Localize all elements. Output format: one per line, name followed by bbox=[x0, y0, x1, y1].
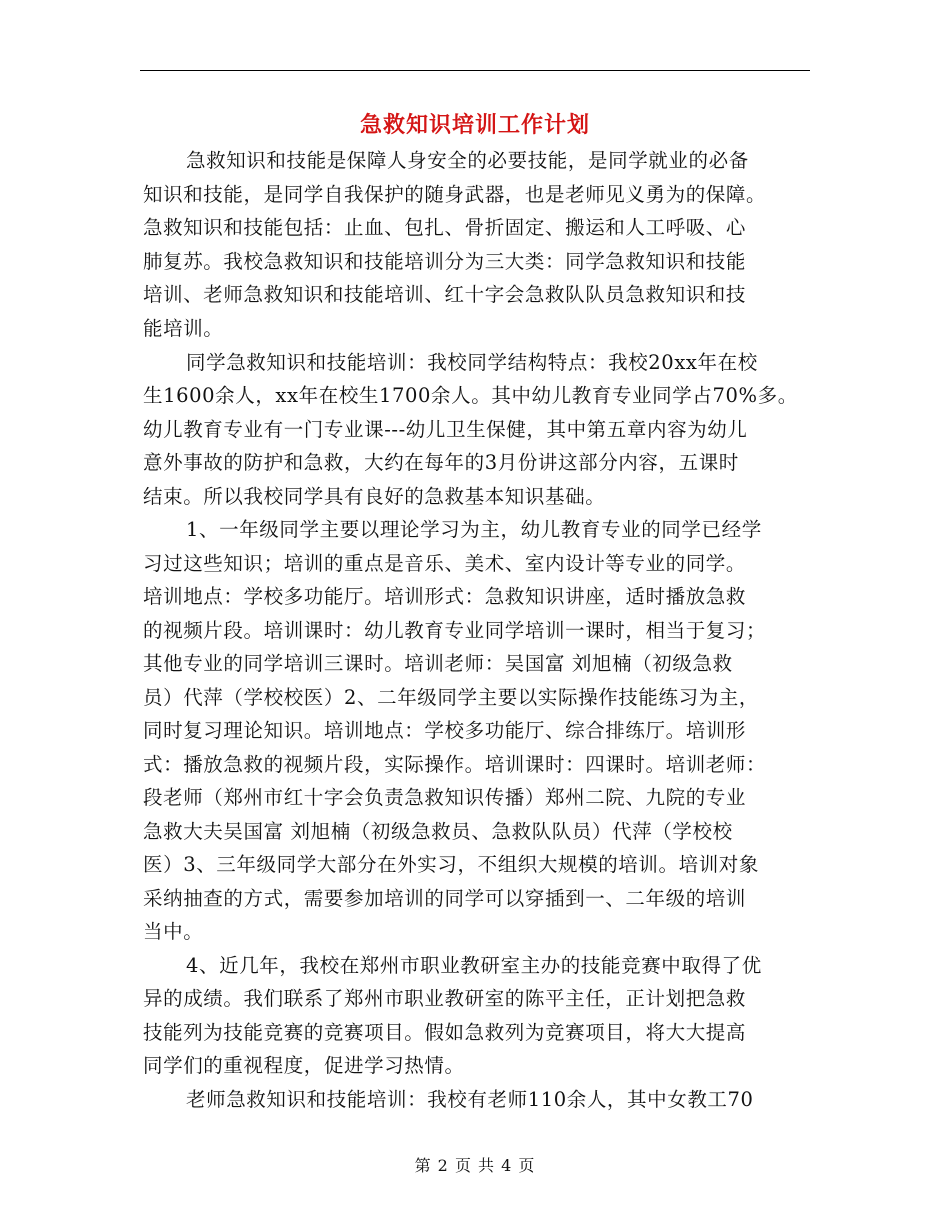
body-line: 的视频片段。培训课时：幼儿教育专业同学培训一课时，相当于复习； bbox=[143, 619, 767, 642]
page-number: 第 2 页 共 4 页 bbox=[414, 1156, 536, 1175]
body-line: 能培训。 bbox=[143, 317, 224, 340]
body-line: 生1600余人，xx年在校生1700余人。其中幼儿教育专业同学占70%多。 bbox=[143, 384, 798, 407]
header-rule bbox=[140, 70, 810, 71]
body-line: 异的成绩。我们联系了郑州市职业教研室的陈平主任，正计划把急救 bbox=[143, 987, 747, 1010]
body-line: 结束。所以我校同学具有良好的急救基本知识基础。 bbox=[143, 485, 606, 508]
body-line: 员）代萍（学校校医）2、二年级同学主要以实际操作技能练习为主， bbox=[143, 686, 760, 709]
body-line: 同时复习理论知识。培训地点：学校多功能厅、综合排练厅。培训形 bbox=[143, 719, 747, 742]
body-line: 知识和技能，是同学自我保护的随身武器，也是老师见义勇为的保障。 bbox=[143, 183, 767, 206]
body-line: 幼儿教育专业有一门专业课---幼儿卫生保健，其中第五章内容为幼儿 bbox=[143, 418, 748, 441]
body-line: 医）3、三年级同学大部分在外实习，不组织大规模的培训。培训对象 bbox=[143, 853, 760, 876]
body-line: 其他专业的同学培训三课时。培训老师：吴国富 刘旭楠（初级急救 bbox=[143, 652, 733, 675]
body-line: 4、近几年，我校在郑州市职业教研室主办的技能竞赛中取得了优 bbox=[186, 954, 762, 977]
body-line: 同学急救知识和技能培训：我校同学结构特点：我校20xx年在校 bbox=[186, 351, 758, 374]
body-line: 老师急救知识和技能培训：我校有老师110余人，其中女教工70 bbox=[186, 1088, 754, 1111]
body-line: 急救知识和技能是保障人身安全的必要技能，是同学就业的必备 bbox=[186, 149, 749, 172]
body-line: 1、一年级同学主要以理论学习为主，幼儿教育专业的同学已经学 bbox=[186, 518, 762, 541]
body-line: 培训地点：学校多功能厅。培训形式：急救知识讲座，适时播放急救 bbox=[143, 585, 747, 608]
body-line: 急救大夫吴国富 刘旭楠（初级急救员、急救队队员）代萍（学校校 bbox=[143, 820, 733, 843]
body-line: 采纳抽查的方式，需要参加培训的同学可以穿插到一、二年级的培训 bbox=[143, 887, 747, 910]
body-line: 习过这些知识；培训的重点是音乐、美术、室内设计等专业的同学。 bbox=[143, 552, 747, 575]
body-line: 当中。 bbox=[143, 920, 204, 943]
body-line: 段老师（郑州市红十字会负责急救知识传播）郑州二院、九院的专业 bbox=[143, 786, 747, 809]
document-title: 急救知识培训工作计划 bbox=[359, 112, 590, 138]
body-line: 同学们的重视程度，促进学习热情。 bbox=[143, 1054, 465, 1077]
body-line: 培训、老师急救知识和技能培训、红十字会急救队队员急救知识和技 bbox=[143, 283, 747, 306]
body-line: 技能列为技能竞赛的竞赛项目。假如急救列为竞赛项目，将大大提高 bbox=[143, 1021, 747, 1044]
body-line: 肺复苏。我校急救知识和技能培训分为三大类：同学急救知识和技能 bbox=[143, 250, 747, 273]
body-line: 式：播放急救的视频片段，实际操作。培训课时：四课时。培训老师： bbox=[143, 753, 767, 776]
body-line: 急救知识和技能包括：止血、包扎、骨折固定、搬运和人工呼吸、心 bbox=[143, 216, 747, 239]
body-line: 意外事故的防护和急救，大约在每年的3月份讲这部分内容，五课时 bbox=[143, 451, 739, 474]
